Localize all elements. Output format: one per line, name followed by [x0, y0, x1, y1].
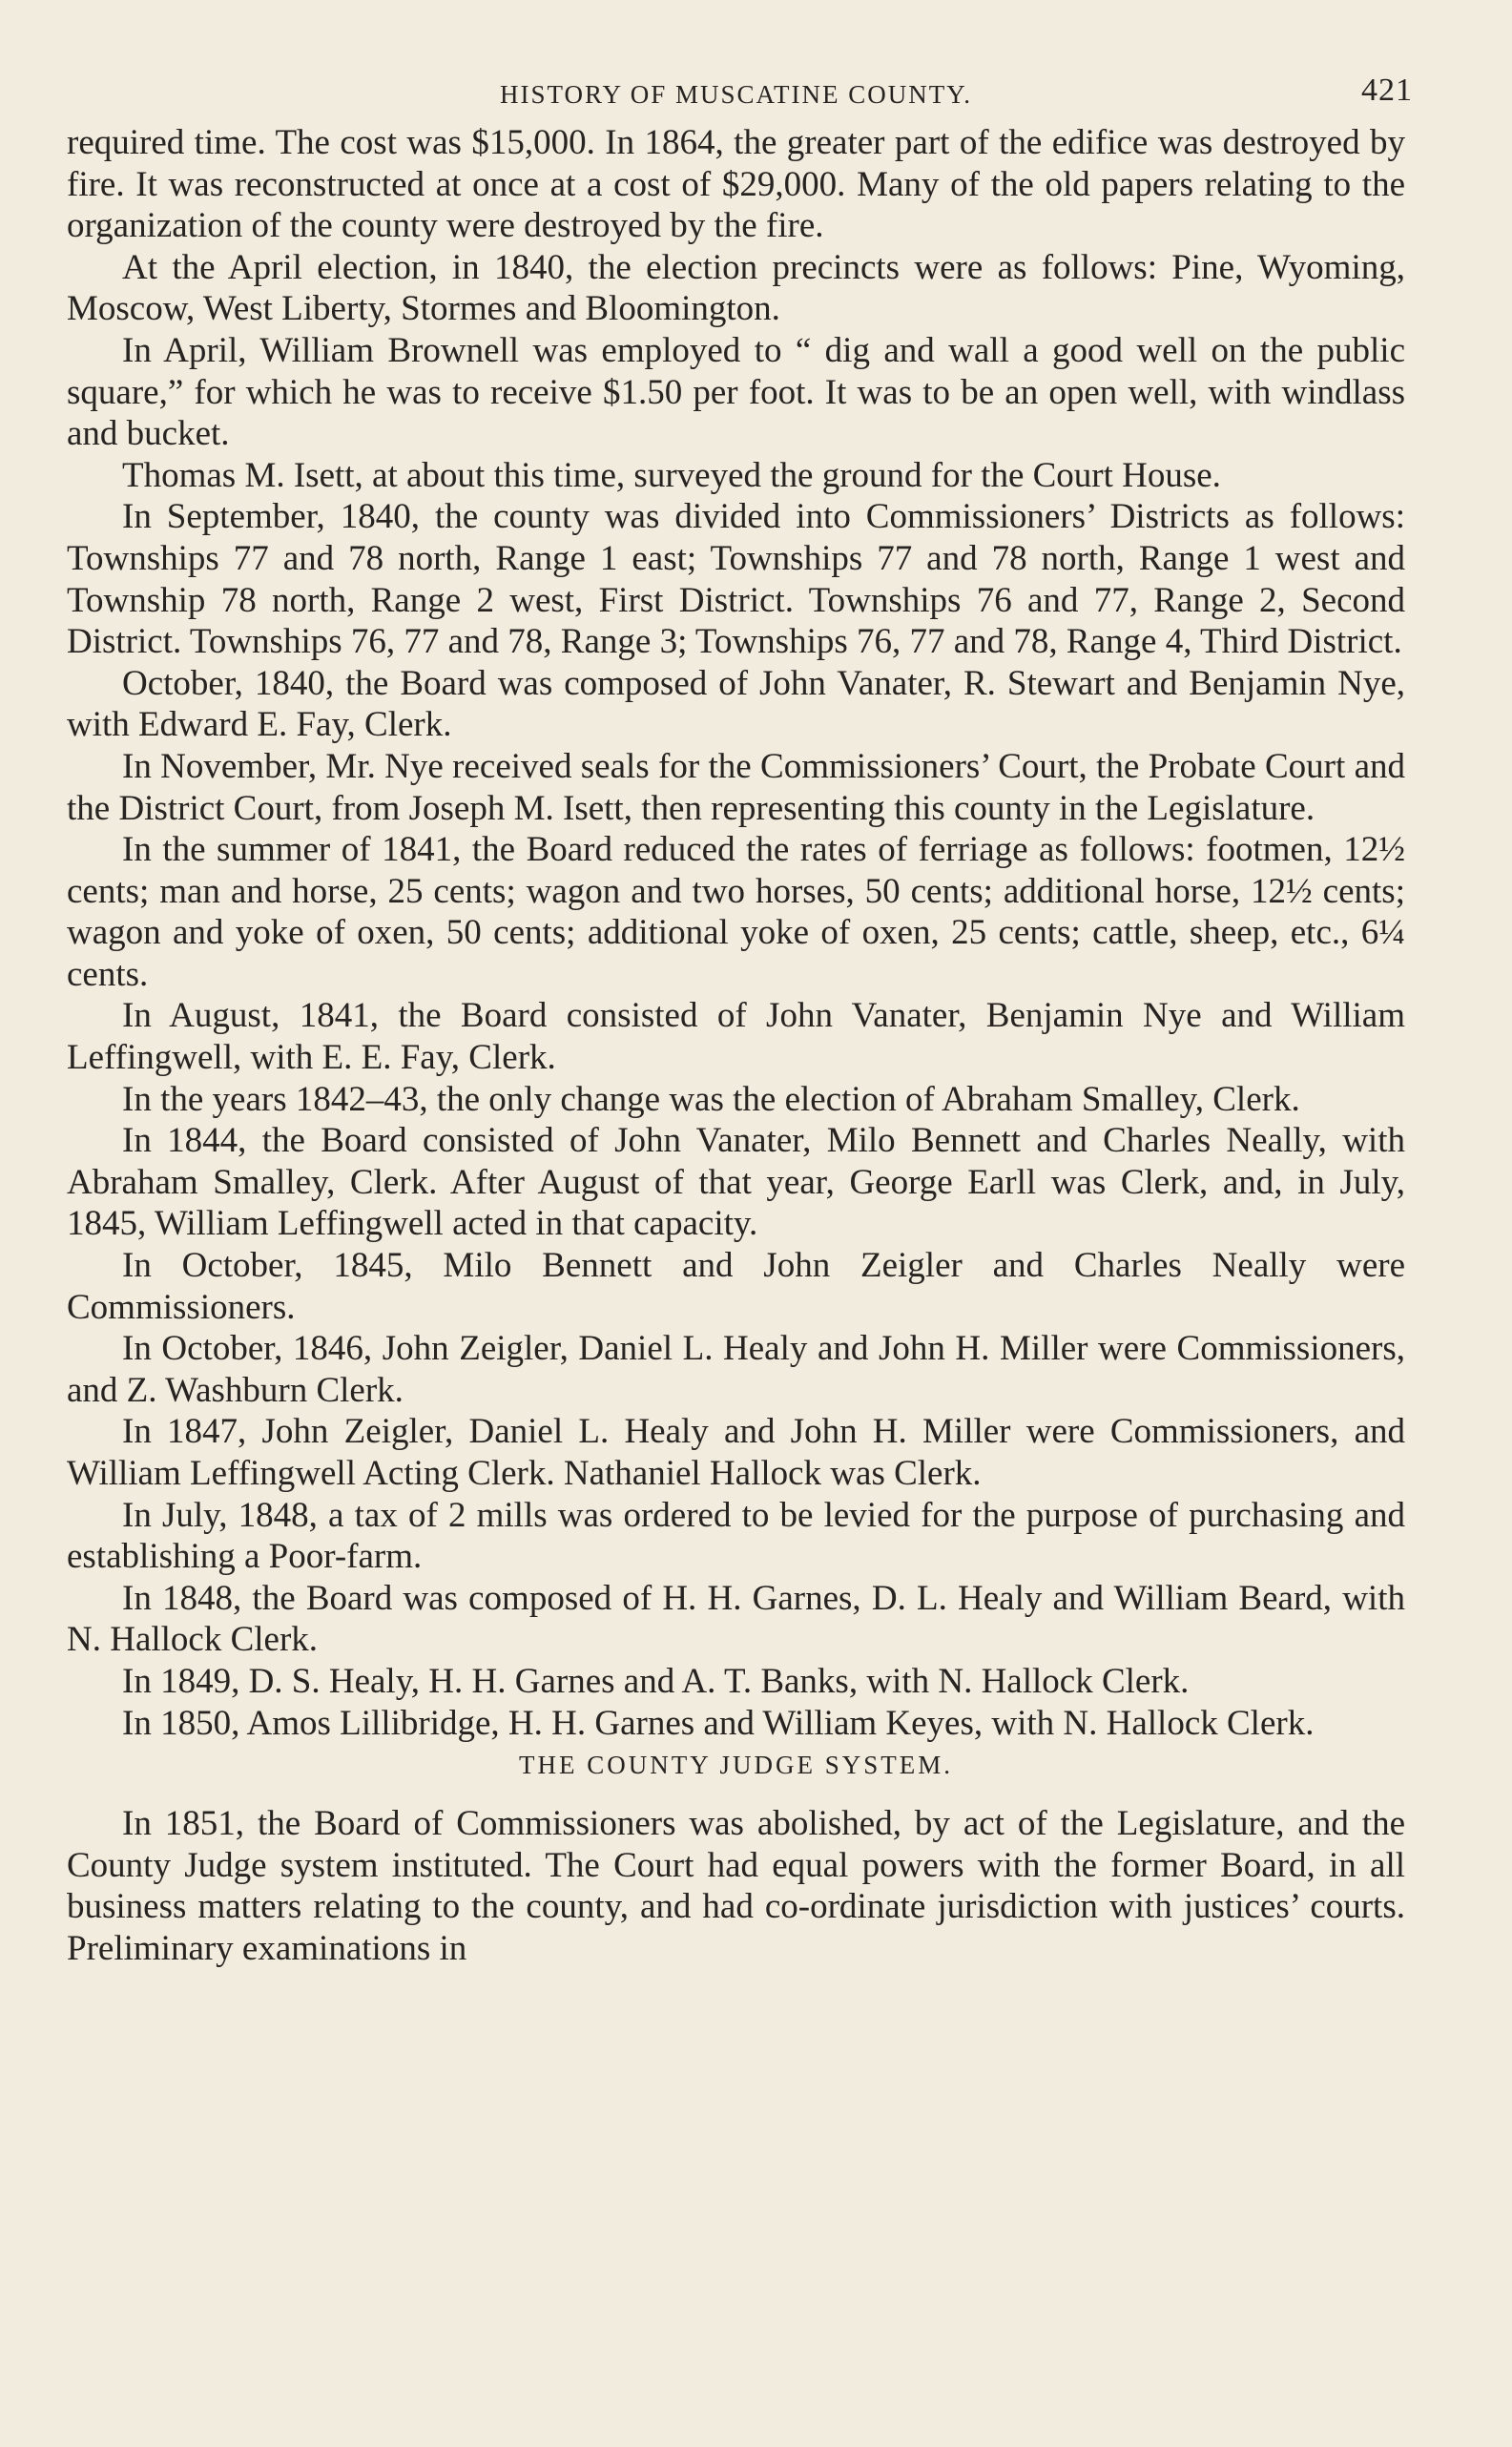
paragraph: In 1851, the Board of Commissioners was abolished, by act of the Legislature, and the County Judge system instituted. The Court had equal powers with the former Board, in all business matters relating to the county, and had co-ordinate jurisdiction with justices’ courts. Preliminary examinations in [67, 1804, 1405, 1968]
paragraph: In the summer of 1841, the Board reduced the rates of ferriage as follows: footmen, 12½ cents; man and horse, 25 cents; wagon and two horses, 50 cents; additional horse, 12½ cents; wagon and yoke of oxen, 50 cents; additional yoke of oxen, 25 cents; cattle, sheep, etc., 6¼ cents. [67, 830, 1405, 994]
paragraph: In 1849, D. S. Healy, H. H. Garnes and A. T. Banks, with N. Hallock Clerk. [122, 1661, 1190, 1701]
paragraph: In October, 1845, Milo Bennett and John Zeigler and Charles Neally were Commissioners. [67, 1246, 1405, 1327]
paragraph: Thomas M. Isett, at about this time, surveyed the ground for the Court House. [122, 455, 1221, 495]
paragraph: In August, 1841, the Board consisted of John Vanater, Benjamin Nye and William Leffingwell, with E. E. Fay, Clerk. [67, 996, 1405, 1078]
paragraph: October, 1840, the Board was composed of John Vanater, R. Stewart and Benjamin Nye, with Edward E. Fay, Clerk. [67, 663, 1405, 745]
paragraph: In 1844, the Board consisted of John Vanater, Milo Bennett and Charles Neally, with Abraham Smalley, Clerk. After August of that year, George Earll was Clerk, and, in July, 1845, William Leffingwell acted in that capacity. [67, 1121, 1405, 1244]
paragraph: In 1847, John Zeigler, Daniel L. Healy and John H. Miller were Commissioners, and William Leffingwell Acting Clerk. Nathaniel Hallock was Clerk. [67, 1412, 1405, 1493]
paragraph: In 1848, the Board was composed of H. H. Garnes, D. L. Healy and William Beard, with N. Hallock Clerk. [67, 1578, 1405, 1660]
paragraph: In the years 1842–43, the only change was the election of Abraham Smalley, Clerk. [122, 1079, 1300, 1119]
page-number: 421 [1361, 73, 1413, 108]
running-head [67, 69, 1413, 122]
paragraph: At the April election, in 1840, the election precincts were as follows: Pine, Wyoming, Moscow, West Liberty, Stormes and Bloomington. [67, 247, 1405, 329]
paragraph: In September, 1840, the county was divided into Commissioners’ Districts as follows: Townships 77 and 78 north, Range 1 east; Townships 77 and 78 north, Range 1 west and Township 78 north, Range 2 west, First District. Townships 76 and 77, Range 2, Second District. Townships 76, 77 and 78, Range 3; Townships 76, 77 and 78, Range 4, Third District. [67, 497, 1405, 662]
body-text [67, 122, 1405, 1970]
paragraph: In 1850, Amos Lillibridge, H. H. Garnes and William Keyes, with N. Hallock Clerk. [122, 1703, 1315, 1743]
paragraph: In July, 1848, a tax of 2 mills was ordered to be levied for the purpose of purchasing and establishing a Poor-farm. [67, 1495, 1405, 1577]
paragraph: In November, Mr. Nye received seals for the Commissioners’ Court, the Probate Court and the District Court, from Joseph M. Isett, then representing this county in the Legislature. [67, 746, 1405, 828]
paragraph: In October, 1846, John Zeigler, Daniel L. Healy and John H. Miller were Commissioners, and Z. Washburn Clerk. [67, 1329, 1405, 1410]
section-heading: THE COUNTY JUDGE SYSTEM. [519, 1751, 953, 1780]
paragraph: In April, William Brownell was employed to “ dig and wall a good well on the public square,” for which he was to receive $1.50 per foot. It was to be an open well, with windlass and bucket. [67, 330, 1405, 454]
running-title: HISTORY OF MUSCATINE COUNTY. [499, 80, 973, 109]
paragraph: required time. The cost was $15,000. In 1864, the greater part of the edifice was destroyed by fire. It was reconstructed at once at a cost of $29,000. Many of the old papers relating to the organization of the county were destroyed by the fire. [67, 123, 1405, 246]
